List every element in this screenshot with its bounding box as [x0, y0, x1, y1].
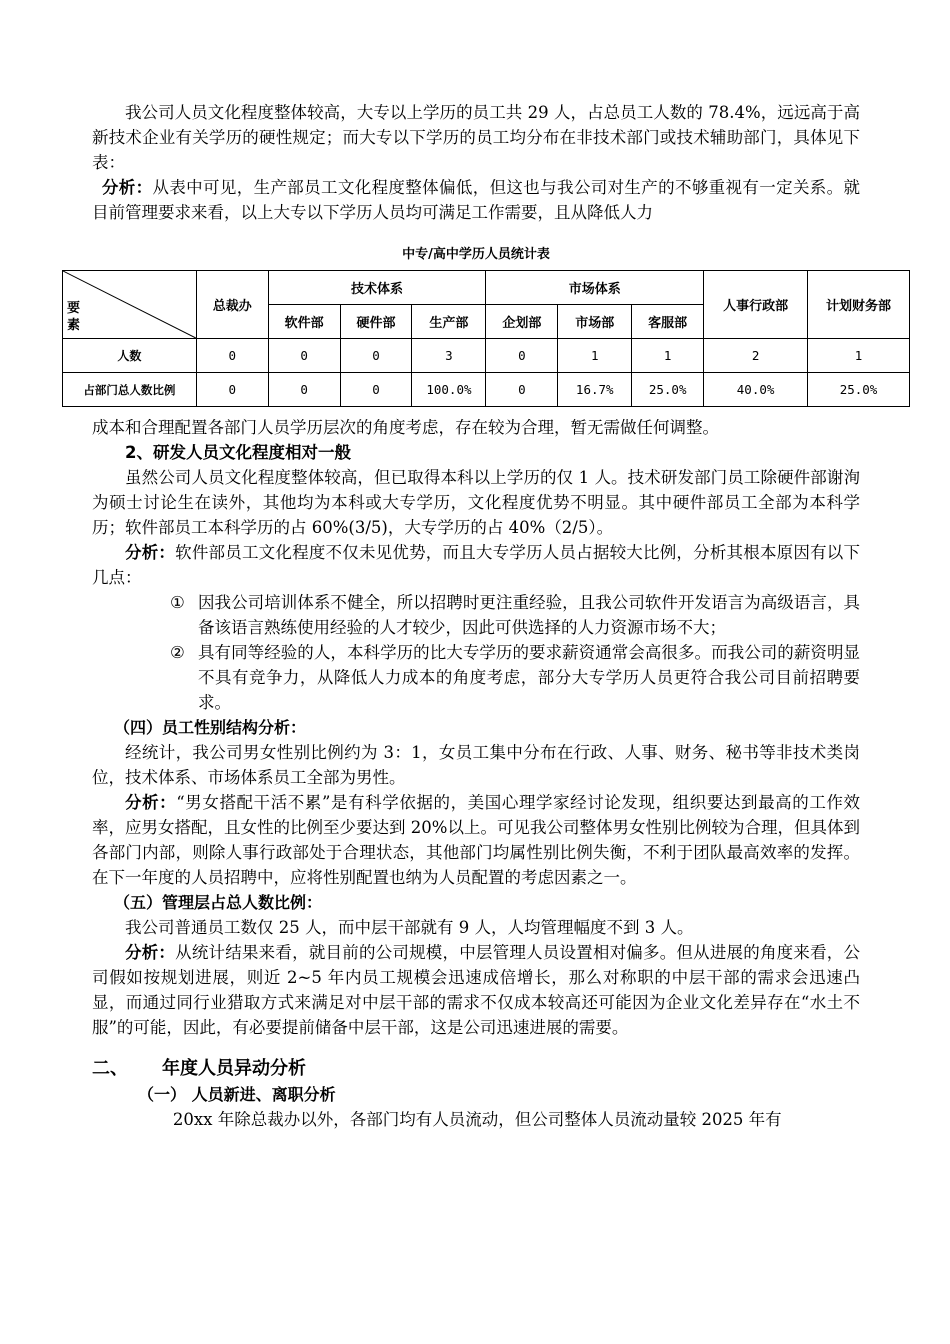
analysis-text: 从统计结果来看，就目前的公司规模，中层管理人员设置相对偏多。但从进展的角度来看，公司假如按规划进展，则近 2~5 年内员工规模会迅速成倍增长，那么对称职的中层干部的需求会迅速凸显，而通过同行业猎取方式来满足对中层干部的需求不仅成本较高还可能因为企业文化差异存在“水土不服”的可能，因此，有必要提前储备中层干部，这是公司迅速进展的需要。	[92, 943, 861, 1037]
table-cell: 0	[268, 339, 340, 373]
analysis-text: 软件部员工文化程度不仅未见优势，而且大专学历人员占据较大比例，分析其根本原因有以下几点：	[92, 543, 861, 587]
header-tech-group: 技术体系	[268, 271, 486, 305]
paragraph-analysis-production	[92, 175, 860, 225]
table-cell: 40.0%	[704, 373, 808, 407]
header-marketing: 市场部	[558, 305, 632, 339]
table-cell: 1	[558, 339, 632, 373]
table-cell: 16.7%	[558, 373, 632, 407]
header-planning: 企划部	[486, 305, 558, 339]
table-cell: 0	[486, 373, 558, 407]
heading-management-ratio: （五）管理层占总人数比例：	[114, 893, 323, 912]
table-cell: 0	[196, 339, 268, 373]
header-hr: 人事行政部	[704, 271, 808, 339]
diagonal-line	[63, 271, 196, 338]
paragraph-education-overview: 我公司人员文化程度整体较高，大专以上学历的员工共 29 人，占总员工人数的 78.4%，远远高于高新技术企业有关学历的硬性规定；而大专以下学历的员工均分布在非技术部门或技术辅助部门，具体见下表：	[92, 103, 860, 172]
corner-label-bottom: 素	[67, 318, 81, 333]
header-finance: 计划财务部	[808, 271, 910, 339]
paragraph-gender-ratio: 经统计，我公司男女性别比例约为 3：1，女员工集中分布在行政、人事、财务、秘书等非技术类岗位，技术体系、市场体系员工全部为男性。	[92, 743, 860, 787]
table-cell: 0	[486, 339, 558, 373]
list-text: 因我公司培训体系不健全，所以招聘时更注重经验，且我公司软件开发语言为高级语言，具备该语言熟练使用经验的人才较少，因此可供选择的人力资源市场不大；	[198, 593, 860, 637]
section-title: 年度人员异动分析	[162, 1058, 306, 1079]
table-cell: 0	[268, 373, 340, 407]
subheading-hire-leave: （一） 人员新进、离职分析	[138, 1085, 336, 1104]
heading-gender-structure: （四）员工性别结构分析：	[114, 718, 307, 737]
table-cell: 25.0%	[632, 373, 704, 407]
paragraph-analysis-management	[92, 940, 860, 1040]
table-row	[63, 339, 910, 373]
table-cell: 25.0%	[808, 373, 910, 407]
row-label-ratio: 占部门总人数比例	[63, 373, 197, 407]
table-cell: 1	[632, 339, 704, 373]
paragraph-analysis-software	[92, 540, 860, 590]
header-service: 客服部	[632, 305, 704, 339]
education-stats-table	[62, 270, 910, 407]
table-cell: 1	[808, 339, 910, 373]
table-corner-cell	[63, 271, 197, 339]
table-cell: 0	[340, 339, 412, 373]
section-heading-turnover	[92, 1056, 860, 1082]
list-text: 具有同等经验的人，本科学历的比大专学历的要求薪资通常会高很多。而我公司的薪资明显不具有竞争力，从降低人力成本的角度考虑，部分大专学历人员更符合我公司目前招聘要求。	[198, 643, 860, 712]
table-cell: 2	[704, 339, 808, 373]
header-market-group: 市场体系	[486, 271, 704, 305]
paragraph-rd-education: 虽然公司人员文化程度整体较高，但已取得本科以上学历的仅 1 人。技术研发部门员工除硬件部谢洵为硕士讨论生在读外，其他均为本科或大专学历，文化程度优势不明显。其中硬件部员工全部为本科学历；软件部员工本科学历的占 60%(3/5)，大专学历的占 40%（2/5）。	[92, 468, 860, 537]
table-cell: 100.0%	[412, 373, 486, 407]
paragraph-turnover: 20xx 年除总裁办以外，各部门均有人员流动，但公司整体人员流动量较 2025 年有	[172, 1110, 782, 1129]
table-cell: 3	[412, 339, 486, 373]
paragraph-management-count: 我公司普通员工数仅 25 人，而中层干部就有 9 人，人均管理幅度不到 3 人。	[125, 918, 694, 937]
header-software: 软件部	[268, 305, 340, 339]
table-row	[63, 373, 910, 407]
header-hardware: 硬件部	[340, 305, 412, 339]
corner-label-top: 要	[67, 301, 81, 316]
analysis-label: 分析：	[101, 178, 153, 197]
analysis-label: 分析：	[125, 943, 176, 962]
document-page	[67, 100, 892, 1132]
header-zongcai: 总裁办	[196, 271, 268, 339]
paragraph-analysis-gender	[92, 790, 860, 890]
list-item	[92, 640, 860, 715]
table-title: 中专/高中学历人员统计表	[402, 247, 550, 262]
list-number: ②	[170, 643, 185, 662]
row-label-count: 人数	[63, 339, 197, 373]
section-number: 二、	[92, 1058, 128, 1079]
paragraph-conclusion: 成本和合理配置各部门人员学历层次的角度考虑，存在较为合理，暂无需做任何调整。	[92, 418, 719, 437]
analysis-label: 分析：	[125, 793, 177, 812]
table-cell: 0	[196, 373, 268, 407]
analysis-text: 从表中可见，生产部员工文化程度整体偏低，但这也与我公司对生产的不够重视有一定关系。就目前管理要求来看，以上大专以下学历人员均可满足工作需要，且从降低人力	[92, 178, 861, 222]
list-item	[92, 590, 860, 640]
table-cell: 0	[340, 373, 412, 407]
heading-rd-education: 2、研发人员文化程度相对一般	[125, 443, 351, 462]
analysis-label: 分析：	[125, 543, 176, 562]
list-number: ①	[170, 593, 185, 612]
analysis-text: “男女搭配干活不累”是有科学依据的，美国心理学家经讨论发现，组织要达到最高的工作效率，应男女搭配，且女性的比例至少要达到 20%以上。可见我公司整体男女性别比例较为合理，但具体到各部门内部，则除人事行政部处于合理状态，其他部门均属性别比例失衡，不利于团队最高效率的发挥。在下一年度的人员招聘中，应将性别配置也纳为人员配置的考虑因素之一。	[92, 793, 861, 887]
header-production: 生产部	[412, 305, 486, 339]
